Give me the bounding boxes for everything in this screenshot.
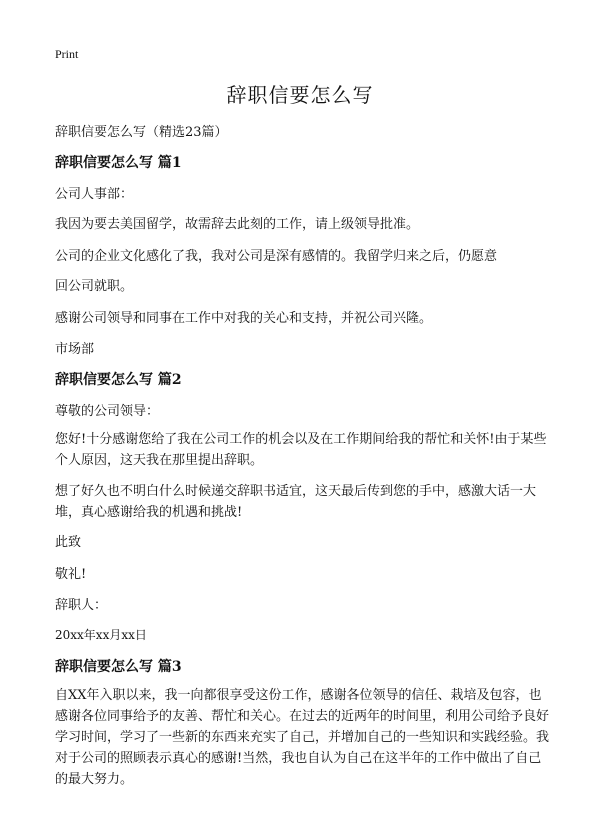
section-2-paragraph-2: 想了好久也不明白什么时候递交辞职书适宜，这天最后传到您的手中，感激大话一大堆，真心感谢给我的机遇和挑战!: [55, 484, 537, 520]
section-2-paragraph-1: 您好!十分感谢您给了我在公司工作的机会以及在工作期间给我的帮忙和关怀!由于某些个人原因，这天我在那里提出辞职。: [55, 432, 547, 468]
section-2-signer: 辞职人：: [55, 598, 108, 613]
print-label: Print: [55, 47, 79, 61]
section-3-paragraph-1: 自XX年入职以来，我一向都很享受这份工作，感谢各位领导的信任、栽培及包容，也感谢各位同事给予的友善、帮忙和关心。在过去的近两年的时间里，利用公司给予良好学习时间，学习了一些新的东西来充实了自己，并增加自己的一些知识和实践经验。我对于公司的照顾表示真心的感谢!当然，我也自认为自己在这半年的工作中做出了自己的最大努力。: [55, 688, 550, 787]
document-title: 辞职信要怎么写: [226, 83, 374, 107]
section-3-heading: 辞职信要怎么写 篇3: [55, 659, 182, 675]
section-2-closing-1: 此致: [55, 535, 82, 550]
section-1-paragraph-3: 感谢公司领导和同事在工作中对我的关心和支持，并祝公司兴隆。: [55, 311, 433, 326]
section-2-heading: 辞职信要怎么写 篇2: [55, 372, 182, 388]
section-2-greeting: 尊敬的公司领导：: [55, 404, 160, 419]
document-subtitle: 辞职信要怎么写（精选23篇）: [55, 125, 228, 140]
section-1-heading: 辞职信要怎么写 篇1: [55, 155, 182, 171]
section-1-paragraph-1: 我因为要去美国留学，故需辞去此刻的工作，请上级领导批准。: [55, 217, 420, 232]
section-2-date: 20xx年xx月xx日: [55, 628, 147, 642]
section-1-signature: 市场部: [55, 342, 95, 357]
section-1-greeting: 公司人事部：: [55, 187, 134, 202]
section-1-paragraph-2-line-2: 回公司就职。: [55, 279, 134, 294]
section-2-closing-2: 敬礼!: [55, 567, 87, 582]
section-1-paragraph-2-line-1: 公司的企业文化感化了我，我对公司是深有感情的。我留学归来之后，仍愿意: [55, 249, 498, 264]
